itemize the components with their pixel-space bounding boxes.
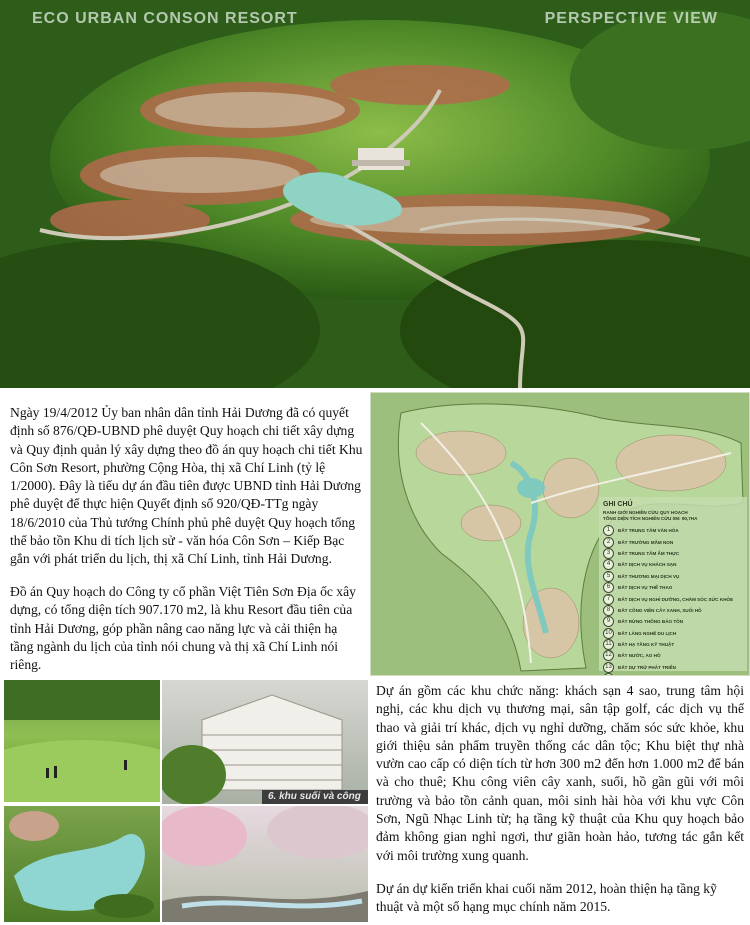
photo-lake-park [4,806,160,922]
legend-item-number: 1 [603,525,614,536]
hotel-illustration [162,680,368,804]
legend-item-label: ĐẤT DỊCH VỤ NGHỈ DƯỠNG, CHĂM SÓC SỨC KHỎE [618,596,734,602]
aerial-title-left: ECO URBAN CONSON RESORT [32,10,298,27]
legend-item [603,639,743,650]
legend-item-label: ĐẤT DỊCH VỤ THỂ THAO [618,585,673,591]
legend-item-number: 4 [603,559,614,570]
legend-item [603,593,743,604]
legend-item-number: 3 [603,548,614,559]
photo-caption: 6. khu suối và công [262,790,368,804]
legend-item-label: ĐẤT NƯỚC, AO HỒ [618,653,661,659]
master-plan-map [370,392,750,676]
legend-item-label: ĐẤT THƯƠNG MẠI DỊCH VỤ [618,573,680,579]
legend-item-number: 13 [603,662,614,673]
intro-paragraph-1: Ngày 19/4/2012 Ủy ban nhân dân tỉnh Hải Dương đã có quyết định số 876/QĐ-UBND phê duyệt Quy hoạch chi tiết xây dựng và Quy định quản lý xây dựng theo đồ án quy hoạch chi tiết Khu Côn Sơn Resort, phường Cộng Hòa, thị xã Chí Linh (tỷ lệ 1/2000). Đây là tiểu dự án đầu tiên được UBND tỉnh Hải Dương phê duyệt để thực hiện Quyết định số 920/QĐ-TTg ngày 18/6/2010 của Thủ tướng Chính phủ phê duyệt Quy hoạch tổng thể bảo tồn Khu di tích lịch sử - văn hóa Côn Sơn – Kiếp Bạc gắn với phát triển du lịch, thị xã Chí Linh, tỉnh Hải Dương. [10,405,363,567]
legend-item-label: ĐẤT DỊCH VỤ KHÁCH SẠN [618,562,677,568]
description-paragraph-2: Dự án dự kiến triển khai cuối năm 2012, hoàn thiện hạ tầng kỹ thuật và một số hạng mục chính năm 2015. [376,881,717,915]
legend-item [603,616,743,627]
legend-item [603,605,743,616]
legend-item-number: 8 [603,605,614,616]
lake-illustration [4,806,160,922]
legend-item [603,673,743,676]
legend-item-label: ĐẤT TRUNG TÂM ẨM THỰC [618,550,680,556]
stream-illustration [162,806,368,922]
photo-hotel [162,680,368,804]
legend-item-number: 5 [603,571,614,582]
legend-item [603,662,743,673]
legend-list [603,525,743,676]
legend-item-number [603,673,614,676]
legend-item [603,536,743,547]
legend-item-number: 11 [603,639,614,650]
legend-item-number: 12 [603,650,614,661]
legend-item [603,548,743,559]
photo-golf-course [4,680,160,802]
intro-paragraph-2: Đồ án Quy hoạch do Công ty cổ phần Việt Tiên Sơn Địa ốc xây dựng, có tổng diện tích 907.170 m2, là khu Resort đầu tiên của tỉnh Hải Dương, góp phần nâng cao năng lực và cải thiện hạ tầng ngành du lịch của tỉnh nói chung và thị xã Chí Linh nói riêng. [10,584,356,673]
legend-subtitle-2: TỔNG DIỆN TÍCH NGHIÊN CỨU 0M: 90,7HA [603,516,698,521]
legend-item-number: 9 [603,616,614,627]
legend-item [603,571,743,582]
legend-item-label: ĐẤT DỰ TRỮ PHÁT TRIỂN [618,664,676,670]
legend-item [603,650,743,661]
legend-item-label: ĐẤT TRƯỜNG MẦM NON [618,539,674,545]
legend-item-label: ĐẤT CÔNG VIÊN CÂY XANH, SUỐI HỒ [618,607,702,613]
map-legend [603,501,743,676]
description-paragraph-1: Dự án gồm các khu chức năng: khách sạn 4 sao, trung tâm hội nghị, các khu dịch vụ thương mại, sân tập golf, các dịch vụ thể thao và giải trí khác, dịch vụ nghỉ dưỡng, chăm sóc sức khỏe, khu giới thiệu sản phẩm truyền thống các dân tộc; Khu biệt thự nhà vườn cao cấp có diện tích từ hơn 300 m2 đến hơn 1.000 m2 để bán và cho thuê; Khu công viên cây xanh, suối, hồ gần gũi với môi trường và bảo tồn cảnh quan, môi sinh hài hòa với khu vực Côn Sơn, Ngũ Nhạc Linh từ; hạ tầng kỹ thuật của Khu quy hoạch bảo đảm không gian nghỉ ngơi, thư giãn hoàn hảo, tương tác gắn kết với môi trường xung quanh. [376,683,744,863]
legend-item-number: 2 [603,537,614,548]
legend-item-number: 10 [603,628,614,639]
legend-item-label: ĐẤT HẠ TẦNG KỸ THUẬT [618,642,675,648]
aerial-title-right: PERSPECTIVE VIEW [544,10,718,27]
legend-item-label: ĐẤT TRUNG TÂM VĂN HÓA [618,528,679,534]
golf-illustration [4,680,160,802]
legend-item-number: 7 [603,594,614,605]
legend-item [603,525,743,536]
legend-item-label: ĐẤT RỪNG THÔNG BẢO TỒN [618,619,684,625]
legend-item-number: 6 [603,582,614,593]
legend-item [603,582,743,593]
legend-item [603,559,743,570]
legend-item [603,628,743,639]
legend-item-label: ĐẤT LÀNG NGHỀ DU LỊCH [618,630,677,636]
photo-stream-blossoms [162,806,368,922]
aerial-perspective-render [0,0,750,388]
legend-subtitle-1: RANH GIỚI NGHIÊN CỨU QUY HOẠCH [603,510,688,515]
aerial-illustration [0,0,750,388]
legend-title: GHI CHÚ [603,501,633,508]
